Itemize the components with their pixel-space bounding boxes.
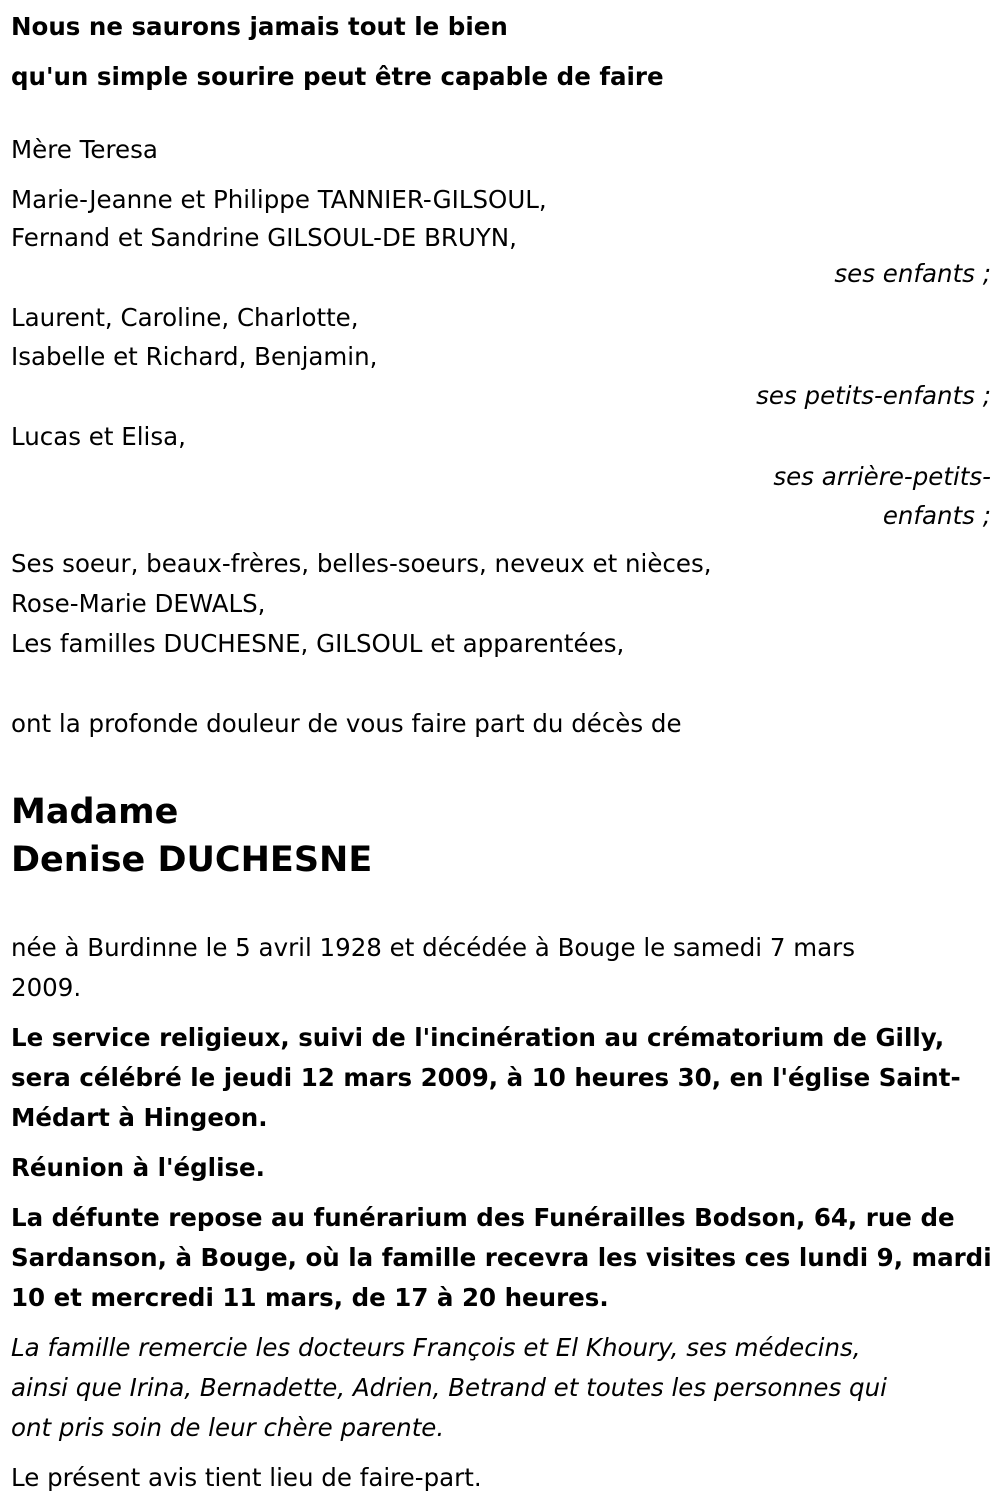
deceased-title: Madame bbox=[11, 792, 179, 832]
visitation-line-2: Sardanson, à Bouge, où la famille recevra les visites ces lundi 9, mardi bbox=[11, 1243, 992, 1272]
obituary-notice bbox=[11, 2, 991, 1498]
grandchildren-role: ses petits-enfants ; bbox=[756, 381, 991, 410]
meeting-text: Réunion à l'église. bbox=[11, 1153, 265, 1182]
birth-death-block bbox=[11, 928, 991, 1008]
visitation-line-1: La défunte repose au funérarium des Funérailles Bodson, 64, rue de bbox=[11, 1203, 955, 1232]
visitation-line-3: 10 et mercredi 11 mars, de 17 à 20 heures. bbox=[11, 1283, 609, 1312]
deceased-name-block bbox=[11, 788, 991, 884]
great-grandchildren-role-1: ses arrière-petits- bbox=[773, 462, 991, 491]
great-grandchildren-block bbox=[11, 416, 991, 536]
quote-line-1: Nous ne saurons jamais tout le bien bbox=[11, 12, 508, 41]
service-line-1: Le service religieux, suivi de l'incinération au crématorium de Gilly, bbox=[11, 1023, 945, 1052]
service-line-2: sera célébré le jeudi 12 mars 2009, à 10 heures 30, en l'église Saint- bbox=[11, 1063, 961, 1092]
children-line-1: Marie-Jeanne et Philippe TANNIER-GILSOUL, bbox=[11, 185, 547, 214]
quote-line-2: qu'un simple sourire peut être capable de faire bbox=[11, 62, 664, 91]
announcement-text: ont la profonde douleur de vous faire part du décès de bbox=[11, 709, 682, 738]
deceased-name: Denise DUCHESNE bbox=[11, 840, 373, 880]
great-grandchildren-line-1: Lucas et Elisa, bbox=[11, 422, 186, 451]
grandchildren-line-2: Isabelle et Richard, Benjamin, bbox=[11, 342, 378, 371]
family-line-2: Rose-Marie DEWALS, bbox=[11, 589, 266, 618]
thanks-line-1: La famille remercie les docteurs François et El Khoury, ses médecins, bbox=[11, 1333, 861, 1362]
grandchildren-line-1: Laurent, Caroline, Charlotte, bbox=[11, 303, 359, 332]
children-line-2: Fernand et Sandrine GILSOUL-DE BRUYN, bbox=[11, 223, 517, 252]
thanks-block bbox=[11, 1328, 991, 1448]
great-grandchildren-role-2: enfants ; bbox=[882, 501, 991, 530]
service-line-3: Médart à Hingeon. bbox=[11, 1103, 268, 1132]
children-block bbox=[11, 180, 991, 292]
quote-block bbox=[11, 2, 991, 102]
service-block bbox=[11, 1018, 991, 1138]
quote-author: Mère Teresa bbox=[11, 135, 158, 164]
birth-death-line-1: née à Burdinne le 5 avril 1928 et décédée à Bouge le samedi 7 mars bbox=[11, 933, 855, 962]
family-block bbox=[11, 544, 991, 664]
family-line-3: Les familles DUCHESNE, GILSOUL et apparentées, bbox=[11, 629, 625, 658]
family-line-1: Ses soeur, beaux-frères, belles-soeurs, neveux et nièces, bbox=[11, 549, 712, 578]
grandchildren-block bbox=[11, 298, 991, 416]
children-role: ses enfants ; bbox=[834, 259, 991, 288]
birth-death-line-2: 2009. bbox=[11, 973, 82, 1002]
thanks-line-3: ont pris soin de leur chère parente. bbox=[11, 1413, 445, 1442]
visitation-block bbox=[11, 1198, 991, 1318]
closing-text: Le présent avis tient lieu de faire-part. bbox=[11, 1463, 482, 1492]
thanks-line-2: ainsi que Irina, Bernadette, Adrien, Betrand et toutes les personnes qui bbox=[11, 1373, 887, 1402]
